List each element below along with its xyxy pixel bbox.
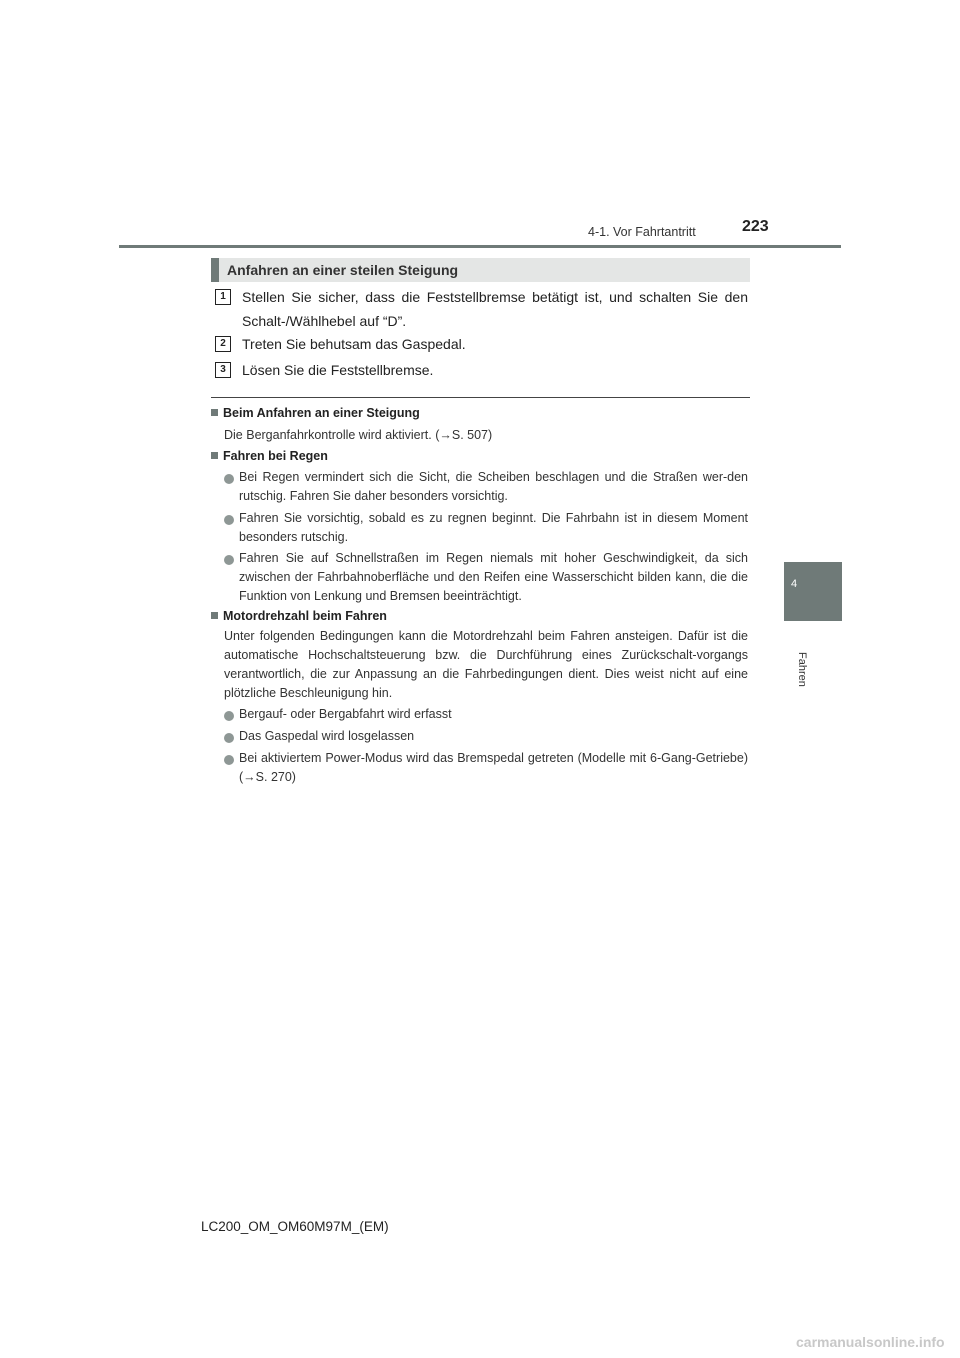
steps-divider	[211, 397, 750, 398]
engine-bullet-3: Bei aktiviertem Power-Modus wird das Bremspedal getreten (Modelle mit 6-Gang-Getriebe) (→S. 270)	[239, 751, 748, 784]
chapter-tab-number: 4	[791, 578, 798, 590]
square-bullet-icon	[211, 452, 218, 459]
step-number-1: 1	[215, 289, 231, 305]
note-text-engine-speed: Unter folgenden Bedingungen kann die Motordrehzahl beim Fahren ansteigen. Dafür ist die automatische Hochschaltsteuerung bzw. die Durchführung eines Zurückschalt-vorgangs verantwortlich, die zur Anpassung an die Fahrbedingungen dient. Dies weist nicht auf eine plötzliche Beschleunigung hin.	[224, 629, 748, 700]
square-bullet-icon	[211, 612, 218, 619]
chapter-tab	[784, 562, 842, 621]
round-bullet-icon	[224, 515, 234, 525]
step-text-2: Treten Sie behutsam das Gaspedal.	[242, 336, 466, 352]
square-bullet-icon	[211, 409, 218, 416]
header-rule	[119, 245, 841, 248]
section-title-bar	[211, 258, 750, 282]
note-heading-hill-start: Beim Anfahren an einer Steigung	[211, 406, 420, 420]
section-title: Anfahren an einer steilen Steigung	[227, 262, 459, 278]
rain-bullet-2: Fahren Sie vorsichtig, sobald es zu regnen beginnt. Die Fahrbahn ist in diesem Moment besonders rutschig.	[239, 511, 748, 544]
chapter-tab-label: Fahren	[796, 652, 808, 687]
note-text-hill-start: Die Berganfahrkontrolle wird aktiviert. (→S. 507)	[224, 428, 493, 442]
step-number-3: 3	[215, 362, 231, 378]
round-bullet-icon	[224, 711, 234, 721]
footer-doc-code: LC200_OM_OM60M97M_(EM)	[201, 1219, 389, 1234]
note-heading-rain: Fahren bei Regen	[211, 449, 328, 463]
step-number-2: 2	[215, 336, 231, 352]
step-text-1: Stellen Sie sicher, dass die Feststellbremse betätigt ist, und schalten Sie den Schalt-/Wählhebel auf “D”.	[242, 289, 748, 329]
round-bullet-icon	[224, 555, 234, 565]
rain-bullet-1: Bei Regen vermindert sich die Sicht, die Scheiben beschlagen und die Straßen wer-den rutschig. Fahren Sie daher besonders vorsichtig.	[239, 470, 748, 503]
round-bullet-icon	[224, 755, 234, 765]
note-heading-engine-speed: Motordrehzahl beim Fahren	[211, 609, 387, 623]
page-number: 223	[742, 218, 769, 235]
watermark: carmanualsonline.info	[796, 1334, 945, 1350]
engine-bullet-1: Bergauf- oder Bergabfahrt wird erfasst	[239, 707, 452, 721]
round-bullet-icon	[224, 474, 234, 484]
rain-bullet-3: Fahren Sie auf Schnellstraßen im Regen niemals mit hoher Geschwindigkeit, da sich zwischen der Fahrbahnoberfläche und den Reifen eine Wasserschicht bilden kann, die die Funktion von Lenkung und Bremsen beeinträchtigt.	[239, 551, 748, 603]
header-section-title: 4-1. Vor Fahrtantritt	[588, 225, 696, 239]
engine-bullet-2: Das Gaspedal wird losgelassen	[239, 729, 415, 743]
round-bullet-icon	[224, 733, 234, 743]
step-text-3: Lösen Sie die Feststellbremse.	[242, 362, 434, 378]
